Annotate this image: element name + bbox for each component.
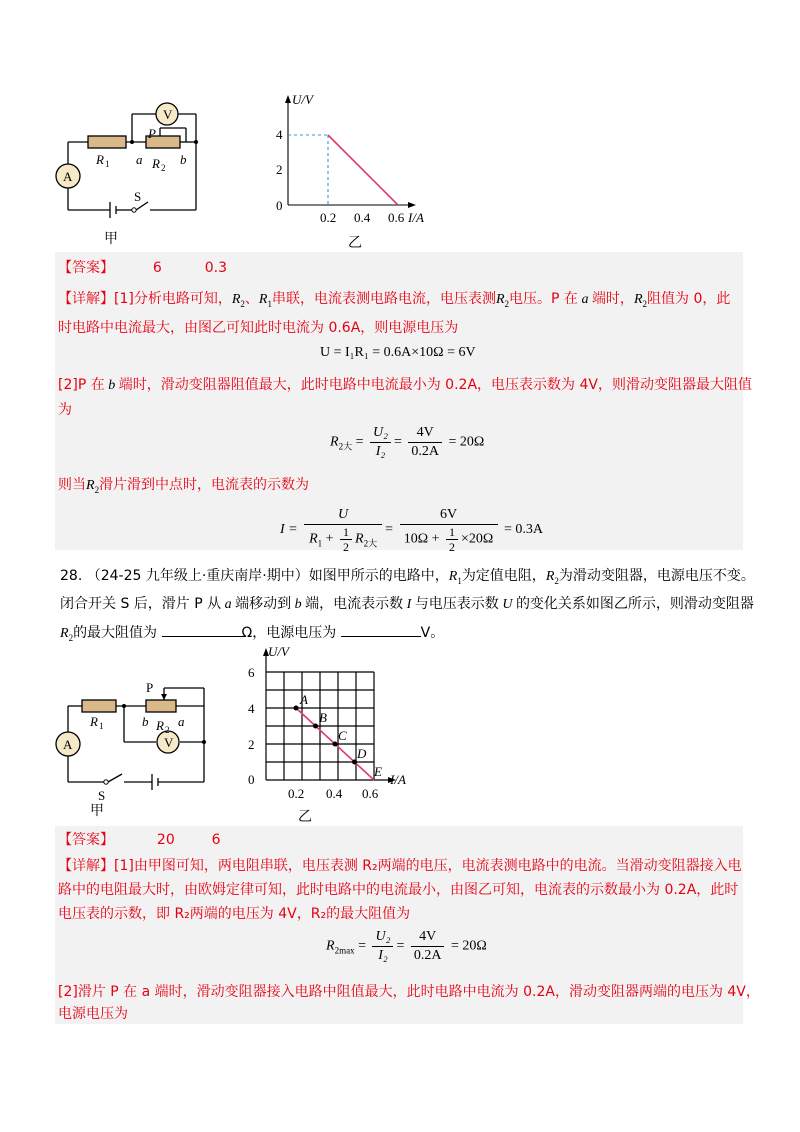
question-28-line3: $R_2$的最大阻值为 Ω，电源电压为 V。: [60, 622, 444, 648]
detail-line: 【详解】[1]由甲图可知，两电阻串联，电压表测 R₂两端的电压，电流表测电路中的电流。当滑动变阻器接入电: [58, 858, 742, 874]
x-axis-label: I/A: [408, 210, 424, 225]
x-axis-label: I/A: [390, 772, 406, 787]
fig-jia-caption: 甲: [90, 803, 104, 819]
question-number: 28.: [60, 568, 83, 584]
svg-text:1: 1: [105, 159, 110, 169]
fig-yi-caption: 乙: [348, 235, 362, 251]
question-source: （24-25 九年级上·重庆南岸·期中）: [86, 568, 309, 584]
equation-2: $R_{2大}$ = $\frac{\text{U₂}}{\text{I₂}}$ = $\frac{4V}{0.2A}$ = 20Ω: [330, 425, 485, 459]
point-label: A: [300, 692, 308, 707]
r2-label: R: [156, 718, 164, 733]
ammeter-label: A: [63, 169, 73, 184]
end-a-label: a: [136, 152, 143, 167]
slider-p-label: P: [146, 680, 154, 695]
origin-label: 0: [276, 198, 283, 213]
answer-row: [58, 830, 221, 850]
voltmeter-label: V: [164, 735, 174, 750]
detail-line: 时电路中电流最大，由图乙可知此时电流为 0.6A，则电源电压为: [58, 320, 459, 336]
blank-field[interactable]: [341, 622, 421, 637]
r1-label: R: [90, 714, 98, 729]
fig-yi-caption: 乙: [298, 809, 312, 825]
answer-value: 20: [156, 832, 175, 848]
slider-p-label: P: [148, 126, 156, 141]
answer-tag: 【答案】: [58, 832, 114, 848]
point-label: C: [338, 728, 347, 743]
switch-label: S: [134, 189, 142, 204]
graph-1: [270, 90, 430, 230]
blank-field[interactable]: [162, 622, 242, 637]
equation-3: I = U $R_1$ + $\frac{1}{2}$ $R_{2大}$ = 6V 10Ω + $\frac{1}{2}$ ×20Ω = 0.3A: [280, 507, 544, 554]
y-axis-label: U/V: [292, 92, 313, 107]
detail-line: [2]滑片 P 在 a 端时，滑动变阻器接入电路中阻值最大，此时电路中电流为 0.2A，滑动变阻器两端的电压为 4V，: [58, 984, 760, 1000]
end-b-label: b: [180, 152, 187, 167]
fig-jia-caption: 甲: [104, 231, 118, 247]
y-tick: 6: [248, 665, 255, 680]
voltmeter-label: V: [163, 107, 173, 122]
detail-line: [2]P 在 b 端时，滑动变阻器阻值最大，此时电路中电流最小为 0.2A，电压表示数为 4V，则滑动变阻器最大阻值: [58, 377, 752, 393]
detail-tag: 【详解】: [58, 291, 114, 307]
answer-tag: 【答案】: [58, 260, 114, 276]
point-label: E: [374, 764, 382, 779]
y-tick: 4: [248, 701, 255, 716]
x-tick: 0.4: [354, 210, 371, 225]
answer-row: [58, 258, 227, 278]
detail-tag: 【详解】: [58, 858, 114, 874]
detail-line: 为: [58, 402, 72, 418]
detail-line: 则当$R_2$滑片滑到中点时，电流表的示数为: [58, 477, 310, 495]
answer-value: 6: [152, 260, 162, 276]
graph-2: [240, 640, 410, 808]
end-a-label: a: [178, 714, 185, 729]
svg-text:1: 1: [99, 721, 104, 731]
equation-1: U = I₁R₁ = 0.6A×10Ω = 6V: [320, 345, 476, 360]
y-axis-label: U/V: [268, 644, 289, 659]
svg-text:2: 2: [165, 725, 170, 735]
point-label: B: [319, 710, 327, 725]
equation-4: $R_{2max}$ = $\frac{\text{U₂}}{\text{I₂}}$ = $\frac{4V}{0.2A}$ = 20Ω: [326, 929, 487, 963]
x-tick: 0.6: [388, 210, 405, 225]
origin-label: 0: [248, 772, 255, 787]
y-tick: 4: [276, 127, 283, 142]
y-tick: 2: [248, 737, 255, 752]
circuit-diagram-1: [48, 98, 218, 220]
answer-value: 6: [211, 832, 221, 848]
x-tick: 0.2: [288, 786, 305, 801]
switch-label: S: [98, 788, 106, 803]
svg-text:2: 2: [161, 163, 166, 173]
question-28-line2: 闭合开关 S 后，滑片 P 从 a 端移动到 b 端，电流表示数 I 与电压表示数 U 的变化关系如图乙所示，则滑动变阻器: [60, 596, 754, 612]
x-tick: 0.6: [362, 786, 379, 801]
point-label: D: [357, 746, 367, 761]
ammeter-label: A: [63, 737, 73, 752]
x-tick: 0.2: [320, 210, 337, 225]
r2-label: R: [152, 156, 160, 171]
detail-line: 电压表的示数，即 R₂两端的电压为 4V，R₂的最大阻值为: [58, 906, 411, 922]
circuit-diagram-2: [50, 680, 220, 804]
detail-line: 电源电压为: [58, 1006, 128, 1022]
x-tick: 0.4: [326, 786, 343, 801]
r1-label: R: [96, 152, 104, 167]
detail-line: 【详解】[1]分析电路可知，$R_2$、$R_1$串联，电流表测电路电流，电压表测$R_2$电压。P 在 a 端时，$R_2$阻值为 0，此: [58, 291, 731, 309]
detail-line: 路中的电阻最大时，由欧姆定律可知，此时电路中的电流最小，由图乙可知，电流表的示数最小为 0.2A，此时: [58, 882, 739, 898]
answer-value: 0.3: [204, 260, 227, 276]
question-28-line1: 28. （24-25 九年级上·重庆南岸·期中）如图甲所示的电路中，$R_1$为定值电阻，$R_2$为滑动变阻器，电源电压不变。: [60, 568, 755, 586]
end-b-label: b: [142, 714, 149, 729]
y-tick: 2: [276, 162, 283, 177]
